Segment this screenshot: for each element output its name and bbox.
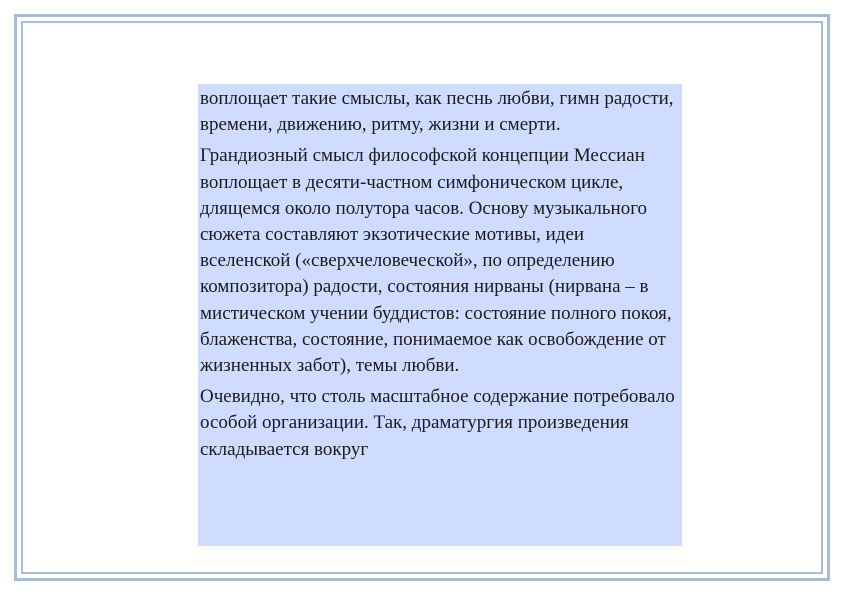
- text-block: [198, 84, 682, 546]
- paragraph-1: воплощает такие смыслы, как песнь любви, гимн радости, времени, движению, ритму, жизни и смерти.: [200, 88, 674, 136]
- paragraph-3: Очевидно, что столь масштабное содержание потребовало особой организации. Так, драматургия произведения складывается вокруг: [200, 386, 675, 460]
- paragraph-2: Грандиозный смысл философской концепции Мессиан воплощает в десяти-частном симфоническом цикле, длящемся около полутора часов. Основу музыкального сюжета составляют экзотические мотивы, идеи вселенской («сверхчеловеческой», по определению композитора) радости, состояния нирваны (нирвана – в мистическом учении буддистов: состояние полного покоя, блаженства, состояние, понимаемое как освобождение от жизненных забот), темы любви.: [200, 145, 672, 377]
